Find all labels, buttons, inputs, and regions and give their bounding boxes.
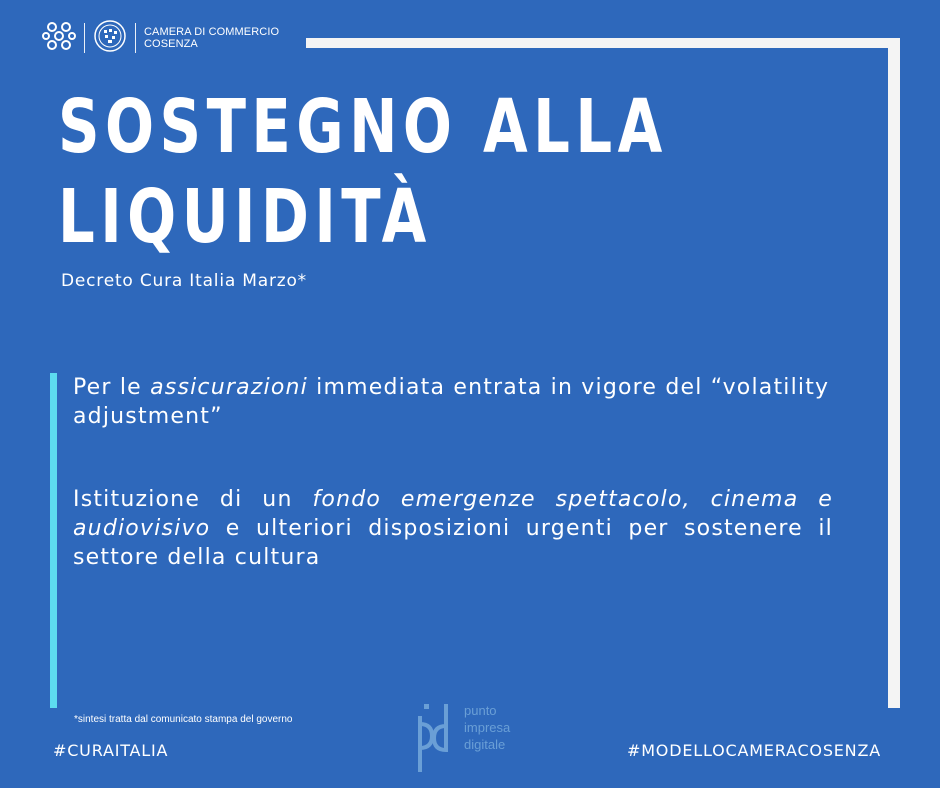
paragraph1-pre: Per le	[73, 375, 151, 400]
frame-right-border	[888, 38, 900, 708]
pid-line1: punto	[464, 703, 497, 718]
header-logo-area	[42, 20, 279, 56]
pid-line2: impresa	[464, 720, 511, 735]
paragraph2-emphasis: fondo emergenze spettacolo, cinema e audiovisivo	[73, 487, 833, 541]
page-title	[58, 82, 668, 262]
paragraph2-post: e ulteriori disposizioni urgenti per sostenere il settore della cultura	[73, 516, 833, 570]
paragraph-culture-fund	[73, 485, 833, 572]
paragraph-insurance	[73, 373, 833, 431]
org-name-line2: COSENZA	[144, 38, 198, 50]
title-line1: SOSTEGNO ALLA	[58, 84, 668, 170]
subtitle: Decreto Cura Italia Marzo*	[61, 271, 307, 291]
hashtag-modellocameracosenza[interactable]: #MODELLOCAMERACOSENZA	[627, 741, 881, 760]
logo-separator	[135, 23, 136, 53]
org-name-line1: CAMERA DI COMMERCIO	[144, 26, 280, 38]
pid-logo-icon	[414, 702, 452, 778]
paragraph1-post: immediata entrata in vigore del “volatility adjustment”	[73, 375, 830, 429]
title-line2: LIQUIDITÀ	[58, 174, 432, 260]
footnote: *sintesi tratta dal comunicato stampa del governo	[74, 714, 293, 725]
frame-top-border	[306, 38, 900, 48]
accent-bar	[50, 373, 57, 708]
logo-separator	[84, 23, 85, 53]
ccc-logo-icon	[42, 19, 76, 57]
org-name	[144, 26, 279, 50]
pid-logo	[414, 702, 510, 778]
hashtag-curaitalia[interactable]: #CURAITALIA	[53, 741, 169, 760]
paragraph2-pre: Istituzione di un	[73, 487, 313, 512]
pid-logo-text	[464, 702, 510, 778]
paragraph1-emphasis: assicurazioni	[150, 375, 308, 400]
seal-logo-icon	[93, 19, 127, 57]
pid-line3: digitale	[464, 737, 506, 752]
